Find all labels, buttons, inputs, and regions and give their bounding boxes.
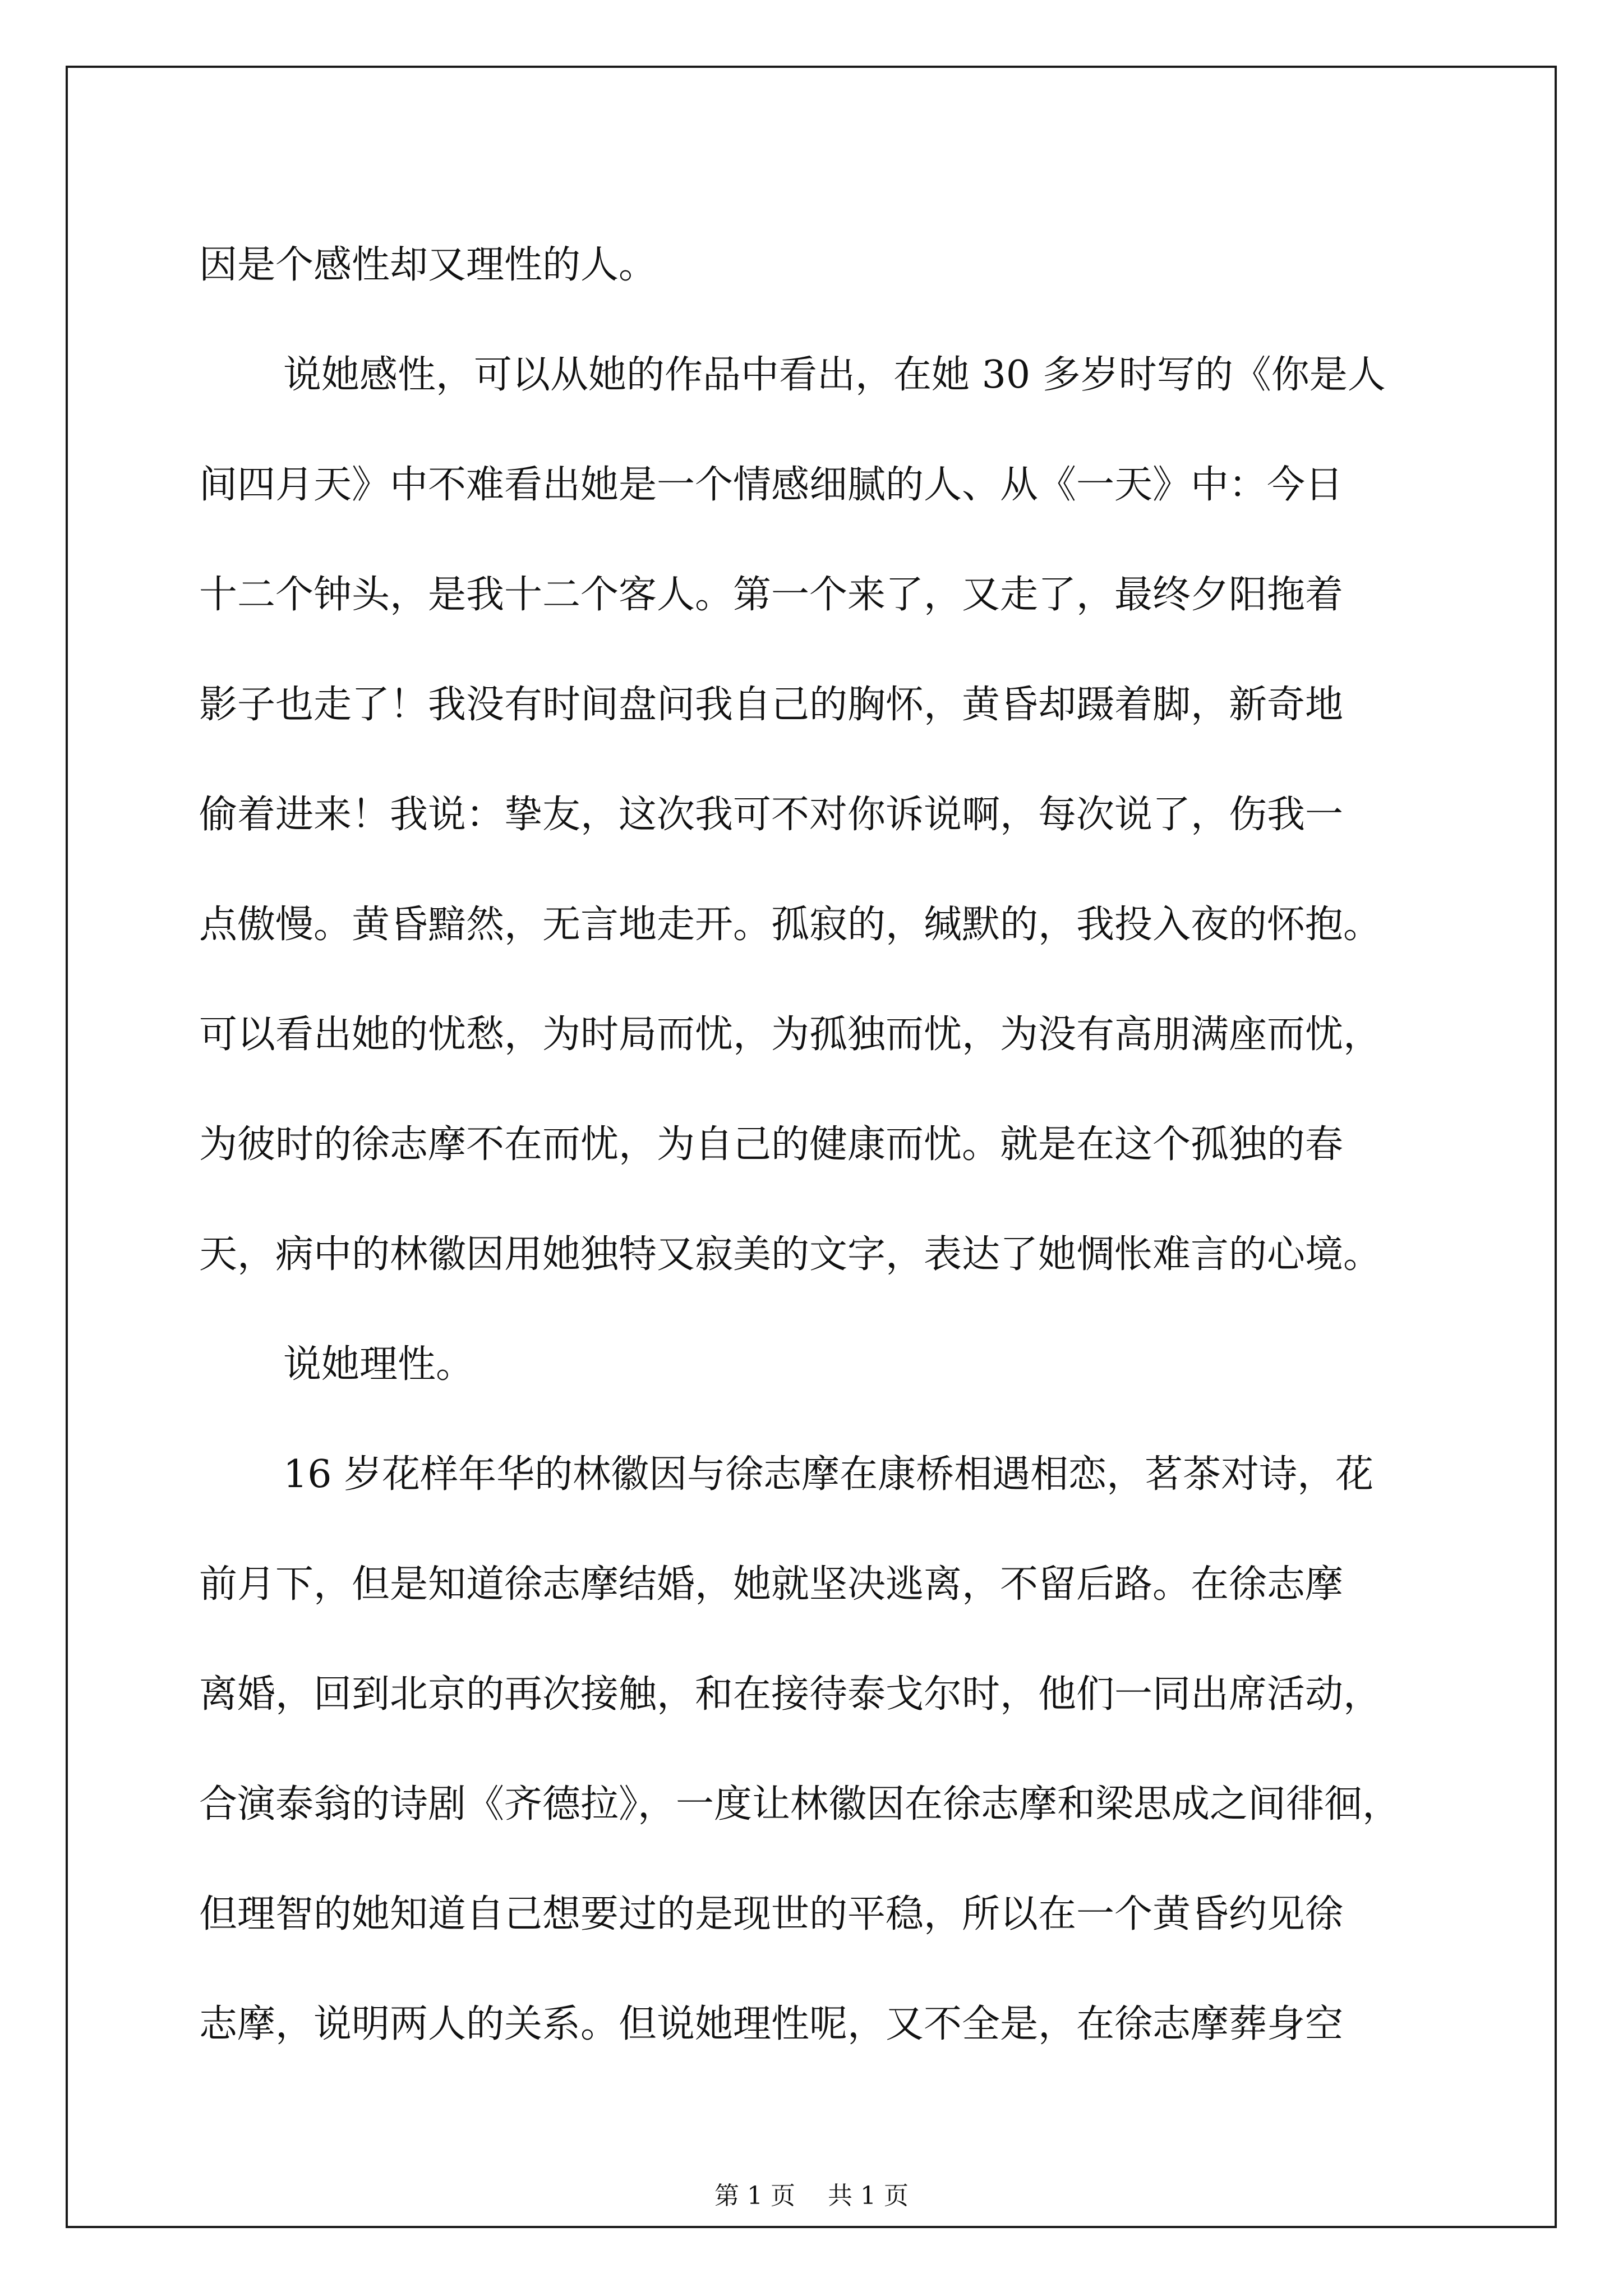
text-line: 点傲慢。黄昏黯然，无言地走开。孤寂的，缄默的，我投入夜的怀抱。 <box>199 903 1382 947</box>
text-line: 为彼时的徐志摩不在而忧，为自己的健康而忧。就是在这个孤独的春 <box>199 1122 1344 1167</box>
text-line: 因是个感性却又理性的人。 <box>199 243 657 287</box>
text-line: 间四月天》中不难看出她是一个情感细腻的人、从《一天》中：今日 <box>199 463 1344 507</box>
text-line: 说她理性。 <box>283 1342 474 1387</box>
page-number: 第 1 页 <box>714 2182 795 2210</box>
text-line: 合演泰翁的诗剧《齐德拉》，一度让林徽因在徐志摩和梁思成之间徘徊， <box>199 1782 1401 1826</box>
text-line: 可以看出她的忧愁，为时局而忧，为孤独而忧，为没有高朋满座而忧， <box>199 1013 1382 1057</box>
text-line: 十二个钟头，是我十二个客人。第一个来了，又走了，最终夕阳拖着 <box>199 573 1344 617</box>
text-line: 偷着进来！我说：挚友，这次我可不对你诉说啊，每次说了，伤我一 <box>199 793 1344 837</box>
text-line: 离婚，回到北京的再次接触，和在接待泰戈尔时，他们一同出席活动， <box>199 1672 1382 1717</box>
text-line: 说她感性，可以从她的作品中看出，在她 30 多岁时写的《你是人 <box>283 353 1386 397</box>
text-line: 天，病中的林徽因用她独特又寂美的文字，表达了她惆怅难言的心境。 <box>199 1232 1382 1277</box>
text-line: 但理智的她知道自己想要过的是现世的平稳，所以在一个黄昏约见徐 <box>199 1892 1344 1936</box>
document-body <box>199 210 1433 2079</box>
page-footer <box>0 2175 1623 2211</box>
page-total: 共 1 页 <box>828 2182 909 2210</box>
text-line: 志摩，说明两人的关系。但说她理性呢，又不全是，在徐志摩葬身空 <box>199 2002 1344 2046</box>
text-line: 16 岁花样年华的林徽因与徐志摩在康桥相遇相恋，茗茶对诗，花 <box>283 1452 1374 1497</box>
text-line: 影子也走了！我没有时间盘问我自己的胸怀，黄昏却蹑着脚，新奇地 <box>199 683 1344 727</box>
text-line: 前月下，但是知道徐志摩结婚，她就坚决逃离，不留后路。在徐志摩 <box>199 1562 1344 1607</box>
